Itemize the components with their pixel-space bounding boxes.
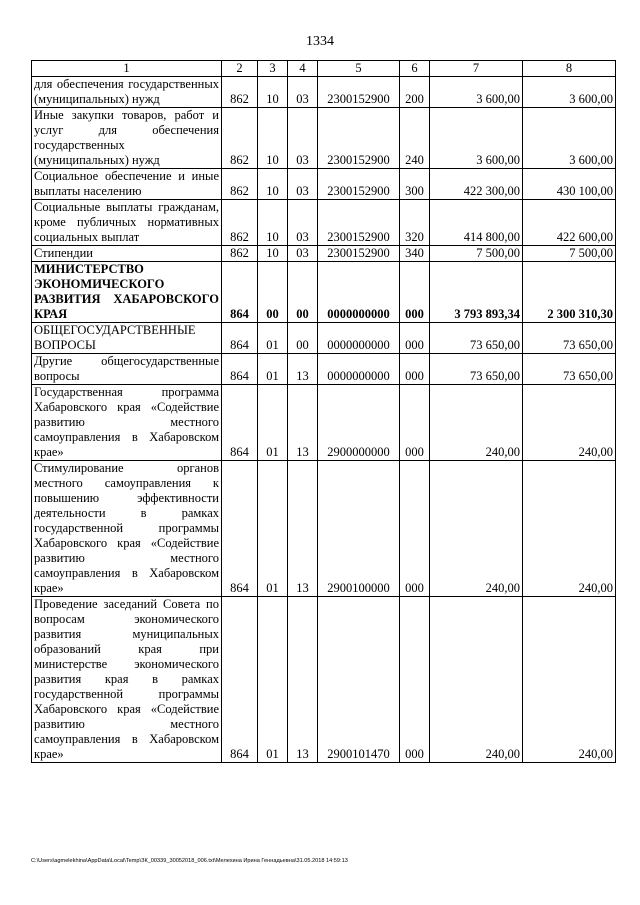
amount-col7: 414 800,00	[430, 200, 523, 246]
amount-col8: 7 500,00	[523, 246, 616, 262]
section-code: 10	[258, 246, 288, 262]
amount-col8: 430 100,00	[523, 169, 616, 200]
section-code: 10	[258, 77, 288, 108]
expense-type-code: 240	[400, 108, 430, 169]
amount-col7: 240,00	[430, 385, 523, 461]
row-name: Иные закупки товаров, работ и услуг для обеспечения государственных (муниципальных) нужд	[32, 108, 222, 169]
amount-col8: 2 300 310,30	[523, 262, 616, 323]
expense-type-code: 340	[400, 246, 430, 262]
ministry-code: 862	[222, 169, 258, 200]
ministry-code: 864	[222, 461, 258, 597]
row-name: Проведение заседаний Совета по вопросам экономического развития муниципальных образований края при министерстве экономического развития края в рамках государственной программы Хабаровского края «Содействие развитию местного самоуправления в Хабаровском крае»	[32, 597, 222, 763]
column-header: 4	[288, 61, 318, 77]
section-code: 01	[258, 385, 288, 461]
section-code: 10	[258, 169, 288, 200]
table-row	[32, 597, 616, 763]
amount-col7: 422 300,00	[430, 169, 523, 200]
subsection-code: 03	[288, 169, 318, 200]
ministry-code: 862	[222, 108, 258, 169]
expense-type-code: 000	[400, 323, 430, 354]
column-header: 8	[523, 61, 616, 77]
column-header: 7	[430, 61, 523, 77]
subsection-code: 03	[288, 246, 318, 262]
amount-col7: 3 793 893,34	[430, 262, 523, 323]
target-article-code: 2300152900	[318, 200, 400, 246]
target-article-code: 2300152900	[318, 77, 400, 108]
expense-type-code: 300	[400, 169, 430, 200]
amount-col8: 3 600,00	[523, 77, 616, 108]
table-header-row	[32, 61, 616, 77]
amount-col8: 240,00	[523, 597, 616, 763]
ministry-code: 864	[222, 385, 258, 461]
table-row	[32, 246, 616, 262]
table-row	[32, 77, 616, 108]
target-article-code: 2900101470	[318, 597, 400, 763]
table-body	[32, 77, 616, 763]
amount-col8: 422 600,00	[523, 200, 616, 246]
footer-file-path: C:\Users\agmelekhina\AppData\Local\Temp\ЗК_00339_30052018_006.txt\Мелехина Ирина Геннадьевна\31.05.2018 14:59:13	[31, 858, 348, 864]
ministry-code: 864	[222, 354, 258, 385]
target-article-code: 0000000000	[318, 354, 400, 385]
ministry-code: 862	[222, 246, 258, 262]
amount-col7: 73 650,00	[430, 323, 523, 354]
page-number: 1334	[306, 34, 334, 49]
target-article-code: 2300152900	[318, 169, 400, 200]
table-row	[32, 323, 616, 354]
target-article-code: 2900100000	[318, 461, 400, 597]
column-header: 6	[400, 61, 430, 77]
section-code: 00	[258, 262, 288, 323]
row-name: Социальное обеспечение и иные выплаты населению	[32, 169, 222, 200]
section-code: 01	[258, 597, 288, 763]
ministry-code: 862	[222, 77, 258, 108]
expense-type-code: 000	[400, 461, 430, 597]
subsection-code: 00	[288, 262, 318, 323]
column-header: 1	[32, 61, 222, 77]
subsection-code: 13	[288, 597, 318, 763]
section-code: 10	[258, 200, 288, 246]
amount-col8: 73 650,00	[523, 323, 616, 354]
subsection-code: 03	[288, 77, 318, 108]
row-name: Стимулирование органов местного самоуправления к повышению эффективности деятельности в рамках государственной программы Хабаровского края «Содействие развитию местного самоуправления в Хабаровском крае»	[32, 461, 222, 597]
amount-col7: 240,00	[430, 461, 523, 597]
subsection-code: 03	[288, 200, 318, 246]
target-article-code: 2900000000	[318, 385, 400, 461]
target-article-code: 2300152900	[318, 246, 400, 262]
amount-col8: 73 650,00	[523, 354, 616, 385]
row-name: Другие общегосударственные вопросы	[32, 354, 222, 385]
expense-type-code: 000	[400, 597, 430, 763]
subsection-code: 13	[288, 385, 318, 461]
section-code: 01	[258, 461, 288, 597]
amount-col8: 240,00	[523, 461, 616, 597]
subsection-code: 13	[288, 354, 318, 385]
section-code: 10	[258, 108, 288, 169]
row-name: Государственная программа Хабаровского края «Содействие развитию местного самоуправления в Хабаровском крае»	[32, 385, 222, 461]
table-row	[32, 385, 616, 461]
section-code: 01	[258, 354, 288, 385]
section-code: 01	[258, 323, 288, 354]
row-name: Стипендии	[32, 246, 222, 262]
target-article-code: 0000000000	[318, 323, 400, 354]
table-row	[32, 169, 616, 200]
target-article-code: 2300152900	[318, 108, 400, 169]
expense-type-code: 320	[400, 200, 430, 246]
amount-col8: 3 600,00	[523, 108, 616, 169]
amount-col7: 73 650,00	[430, 354, 523, 385]
table-row-ministry-total	[32, 262, 616, 323]
row-name: ОБЩЕГОСУДАРСТВЕННЫЕ ВОПРОСЫ	[32, 323, 222, 354]
expense-type-code: 000	[400, 262, 430, 323]
amount-col8: 240,00	[523, 385, 616, 461]
amount-col7: 7 500,00	[430, 246, 523, 262]
amount-col7: 3 600,00	[430, 108, 523, 169]
table-row	[32, 200, 616, 246]
target-article-code: 0000000000	[318, 262, 400, 323]
subsection-code: 13	[288, 461, 318, 597]
subsection-code: 03	[288, 108, 318, 169]
table-row	[32, 108, 616, 169]
budget-table	[31, 60, 616, 763]
ministry-code: 864	[222, 323, 258, 354]
column-header: 3	[258, 61, 288, 77]
expense-type-code: 200	[400, 77, 430, 108]
expense-type-code: 000	[400, 385, 430, 461]
column-header: 2	[222, 61, 258, 77]
ministry-code: 864	[222, 597, 258, 763]
subsection-code: 00	[288, 323, 318, 354]
row-name: для обеспечения государственных (муниципальных) нужд	[32, 77, 222, 108]
column-header: 5	[318, 61, 400, 77]
expense-type-code: 000	[400, 354, 430, 385]
table-row	[32, 461, 616, 597]
amount-col7: 240,00	[430, 597, 523, 763]
ministry-code: 862	[222, 200, 258, 246]
row-name: Социальные выплаты гражданам, кроме публичных нормативных социальных выплат	[32, 200, 222, 246]
ministry-code: 864	[222, 262, 258, 323]
amount-col7: 3 600,00	[430, 77, 523, 108]
table-row	[32, 354, 616, 385]
row-name: МИНИСТЕРСТВО ЭКОНОМИЧЕСКОГО РАЗВИТИЯ ХАБАРОВСКОГО КРАЯ	[32, 262, 222, 323]
